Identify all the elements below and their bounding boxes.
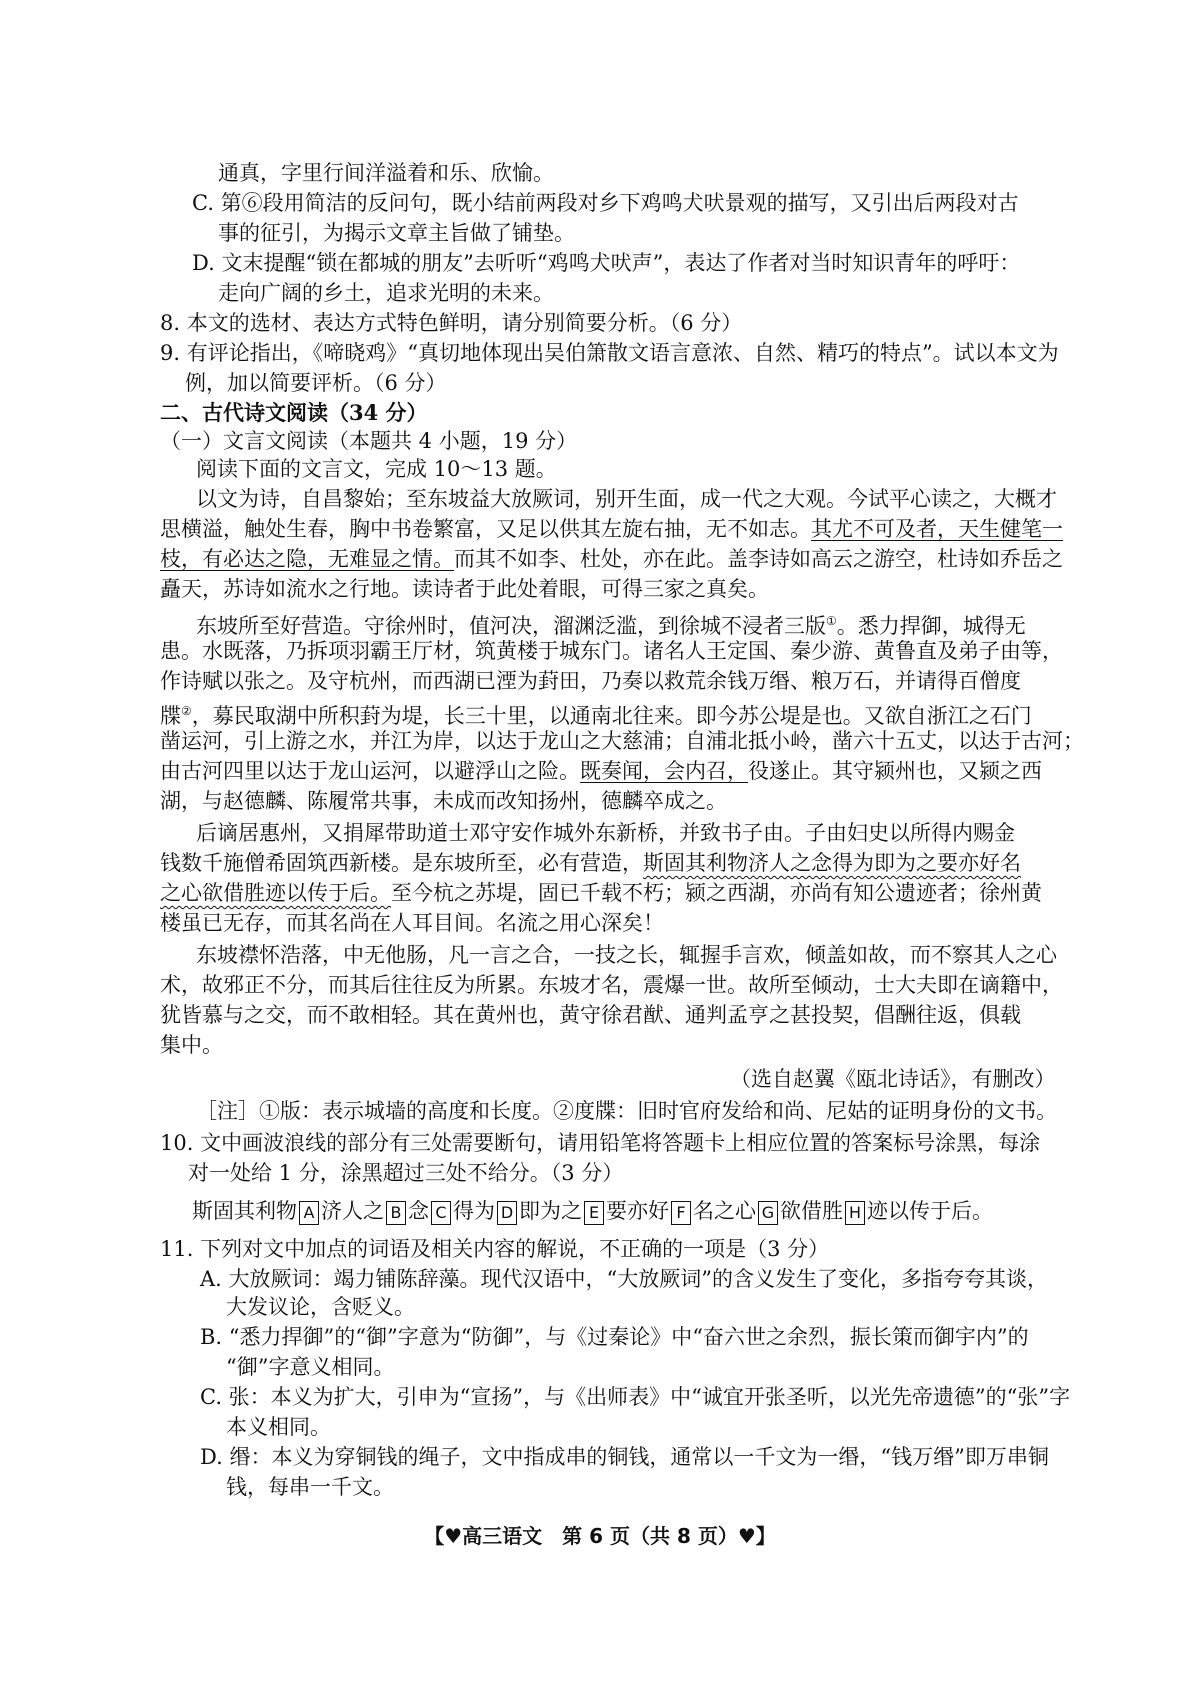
passage-p4-line3: 犹皆慕与之交，而不敢相轻。其在黄州也，黄守徐君猷、通判孟亨之甚投契，倡酬往返，俱载 <box>160 1003 1021 1027</box>
passage-text: 思横溢，触处生春，胸中书卷繁富，又足以供其左旋右抽，无不如志。 <box>160 517 811 541</box>
passage-p3-line4: 楼虽已无存，而其名尚在人耳目间。名流之用心深矣！ <box>160 911 664 935</box>
passage-text: 役遂止。其守颍州也，又颍之西 <box>748 759 1042 783</box>
sentence-segment: 要亦好 <box>606 1199 669 1223</box>
passage-text: ，募民取湖中所积葑为堤，长三十里，以通南北往来。即今苏公堤是也。又欲自浙江之石门 <box>191 704 1032 728</box>
passage-p3-line3 <box>160 878 1042 908</box>
passage-p4-line2: 术，故邪正不分，而其后往往反为所累。东坡才名，震爆一世。故所至倾动，士大夫即在谪籍中， <box>160 973 1063 997</box>
passage-p1-line2 <box>160 514 1063 544</box>
q11-option-b-line2: “御”字意义相同。 <box>226 1355 395 1379</box>
sentence-segment: 得为 <box>453 1199 495 1223</box>
passage-text: 牒 <box>160 704 181 728</box>
underlined-sentence-cont: 枝，有必达之隐，无难显之情。 <box>160 547 454 571</box>
heart-icon: ♥ <box>444 1524 463 1548</box>
passage-p4-line4: 集中。 <box>160 1033 223 1057</box>
question-10-line2: 对一处给 1 分，涂黑超过三处不给分。（3 分） <box>188 1161 624 1185</box>
passage-p1-line1: 以文为诗，自昌黎始；至东坡益大放厥词，别开生面，成一代之大观。今试平心读之，大概才 <box>196 487 1057 511</box>
sentence-segment: 念 <box>408 1199 429 1223</box>
passage-text: 至今杭之苏堤，固已千载不朽；颍之西湖，亦尚有知公遗迹者；徐州黄 <box>391 881 1042 905</box>
passage-text: 溜 <box>553 614 574 638</box>
passage-p4-line1: 东坡襟怀浩落，中无他肠，凡一言之合，一技之长，辄握手言欢，倾盖如故，而不察其人之心 <box>196 943 1057 967</box>
section-title: 二、古代诗文阅读（34 分） <box>160 400 428 425</box>
q11-option-d-line2: 钱，每串一千文。 <box>226 1475 394 1499</box>
dotted-word-yu: 御 <box>920 614 942 638</box>
page-footer <box>0 1520 1200 1549</box>
question-8: 8. 本文的选材、表达方式特色鲜明，请分别简要分析。（6 分） <box>160 311 743 335</box>
passage-text: ，城得无 <box>941 614 1026 638</box>
sentence-segment: 迹以传于后。 <box>867 1199 993 1223</box>
underlined-sentence: 其尤不可及者，天生健笔一 <box>811 517 1063 541</box>
q11-option-b-line1: B. “悉力捍御”的“御”字意为“防御”，与《过秦论》中“奋六世之余烈，振长策而御宇内”的 <box>200 1325 1029 1349</box>
question-9-line1: 9. 有评论指出，《啼晓鸡》“真切地体现出吴伯箫散文语言意浓、自然、精巧的特点”。试以本文为 <box>160 341 1059 365</box>
footnote-mark-1: ① <box>826 614 837 628</box>
question-10-segmented-sentence <box>192 1196 993 1226</box>
passage-p1-line4: 矗天，苏诗如流水之行地。读诗者于此处着眼，可得三家之真矣。 <box>160 577 769 601</box>
option-c-line1: C. 第⑥段用简洁的反问句，既小结前两段对乡下鸡鸣犬吠景观的描写，又引出后两段对古 <box>192 191 1019 215</box>
q11-option-c-line1: C. 张：本义为扩大，引申为“宣扬”，与《出师表》中“诚宜开张圣听，以光先帝遗德”的“张”字 <box>200 1385 1071 1409</box>
sentence-segment: 名之心 <box>693 1199 756 1223</box>
passage-source: （选自赵翼《瓯北诗话》，有删改） <box>730 1067 1056 1091</box>
option-c-line2: 事的征引，为揭示文章主旨做了铺垫。 <box>218 221 575 245</box>
passage-text: 东坡所至好营造。守徐州时，值河决， <box>196 614 553 638</box>
question-9-line2: 例，加以简要评析。（6 分） <box>185 371 447 395</box>
passage-p2-line6 <box>160 756 1042 786</box>
break-option-a[interactable]: A <box>299 1201 319 1225</box>
wavy-underlined-sentence-cont: 之心欲借胜迹以传于后。 <box>160 881 391 905</box>
passage-text: 而其不如李、杜处，亦在此。盖李诗如高云之游空，杜诗如乔岳之 <box>454 547 1063 571</box>
q11-option-c-line2: 本义相同。 <box>226 1415 331 1439</box>
passage-text: 渊泛滥，到徐城不浸者三版 <box>574 614 826 638</box>
question-10-line1: 10. 文中画波浪线的部分有三处需要断句，请用铅笔将答题卡上相应位置的答案标号涂黑，每涂 <box>160 1131 1041 1155</box>
break-option-c[interactable]: C <box>431 1201 451 1225</box>
passage-text: 钱数千施僧希固筑西新楼。是东坡所至，必有营造， <box>160 851 643 875</box>
footer-bracket-left: 【 <box>424 1524 445 1548</box>
section-instruction: 阅读下面的文言文，完成 10～13 题。 <box>196 457 557 481</box>
break-option-d[interactable]: D <box>497 1201 517 1225</box>
footnote-mark-2: ② <box>181 704 192 718</box>
footer-page-info: 高三语文 第 6 页（共 8 页） <box>462 1524 738 1548</box>
sentence-segment: 欲借胜 <box>780 1199 843 1223</box>
passage-p2-line7: 湖，与赵德麟、陈履常共事，未成而改知扬州，德麟卒成之。 <box>160 789 727 813</box>
section-subtitle: （一）文言文阅读（本题共 4 小题，19 分） <box>160 429 578 453</box>
passage-notes: ［注］①版：表示城墙的高度和长度。②度牒：旧时官府发给和尚、尼姑的证明身份的文书。 <box>196 1099 1057 1123</box>
break-option-f[interactable]: F <box>671 1201 691 1225</box>
passage-p2-line3: 作诗赋以张之。及守杭州，而西湖已湮为葑田，乃奏以救荒余钱万缗、粮万石，并请得百僧度 <box>160 669 1021 693</box>
break-option-b[interactable]: B <box>386 1201 406 1225</box>
passage-text: 。悉力捍 <box>836 614 921 638</box>
q11-option-a-line1: A. 大放厥词：竭力铺陈辞藻。现代汉语中，“大放厥词”的含义发生了变化，多指夸夸其谈， <box>200 1267 1048 1291</box>
underlined-sentence-2: 既奏闻，会内召， <box>580 759 748 783</box>
option-d-line2: 走向广阔的乡土，追求光明的未来。 <box>218 281 554 305</box>
q11-option-a-line2: 大发议论，含贬义。 <box>226 1295 415 1319</box>
option-d-line1: D. 文末提醒“锁在都城的朋友”去听听“鸡鸣犬吠声”，表达了作者对当时知识青年的呼吁： <box>192 251 1021 275</box>
passage-p1-line3 <box>160 544 1063 574</box>
sentence-segment: 斯固其利物 <box>192 1199 297 1223</box>
sentence-segment: 即为之 <box>519 1199 582 1223</box>
q11-option-d-line1: D. 缗：本义为穿铜钱的绳子，文中指成串的铜钱，通常以一千文为一缗，“钱万缗”即万串铜 <box>200 1445 1049 1469</box>
break-option-e[interactable]: E <box>584 1201 604 1225</box>
passage-p3-line2 <box>160 848 1021 878</box>
passage-p3-line1: 后谪居惠州，又捐犀带助道士邓守安作城外东新桥，并致书子由。子由妇史以所得内赐金 <box>196 821 1015 845</box>
heart-icon: ♥ <box>737 1524 756 1548</box>
break-option-h[interactable]: H <box>845 1201 865 1225</box>
option-b-cont: 通真，字里行间洋溢着和乐、欣愉。 <box>218 161 554 185</box>
footer-bracket-right: 】 <box>755 1524 776 1548</box>
question-11-stem: 11. 下列对文中加点的词语及相关内容的解说，不正确的一项是（3 分） <box>160 1237 830 1261</box>
break-option-g[interactable]: G <box>758 1201 778 1225</box>
passage-text: 由古河四里以达于龙山运河，以避浮山之险。 <box>160 759 580 783</box>
passage-p2-line5: 凿运河，引上游之水，并江为岸，以达于龙山之大慈浦；自浦北抵小岭，凿六十五丈，以达于古河； <box>160 729 1084 753</box>
passage-p2-line2: 患。水既落，乃拆项羽霸王厅材，筑黄楼于城东门。诸名人王定国、秦少游、黄鲁直及弟子由等， <box>160 639 1063 663</box>
sentence-segment: 济人之 <box>321 1199 384 1223</box>
wavy-underlined-sentence: 斯固其利物济人之念得为即为之要亦好名 <box>643 851 1021 875</box>
